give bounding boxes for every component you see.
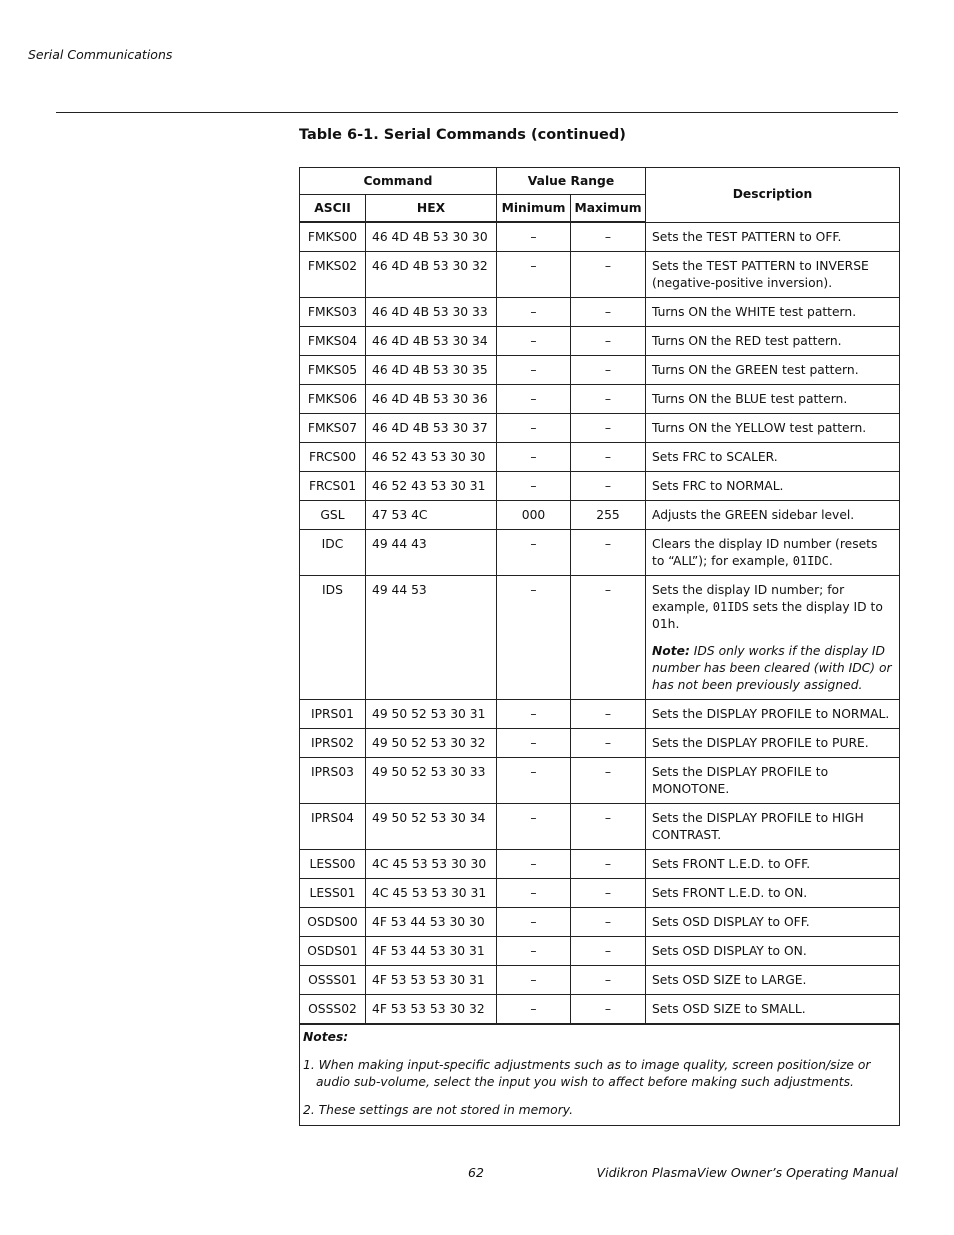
cell-maximum: – xyxy=(571,298,646,327)
cell-minimum: – xyxy=(497,252,571,298)
cell-minimum: – xyxy=(497,879,571,908)
table-row xyxy=(300,327,900,356)
table-row xyxy=(300,966,900,995)
cell-hex: 46 4D 4B 53 30 34 xyxy=(366,327,497,356)
cell-minimum: – xyxy=(497,443,571,472)
cell-minimum: – xyxy=(497,937,571,966)
cell-minimum: – xyxy=(497,298,571,327)
cell-hex: 46 4D 4B 53 30 32 xyxy=(366,252,497,298)
table-row xyxy=(300,850,900,879)
cell-ascii: OSSS01 xyxy=(300,966,366,995)
cell-description: Sets the TEST PATTERN to OFF. xyxy=(646,222,900,252)
cell-hex: 4C 45 53 53 30 30 xyxy=(366,850,497,879)
cell-ascii: FMKS05 xyxy=(300,356,366,385)
cell-maximum: – xyxy=(571,804,646,850)
cell-description: Sets OSD SIZE to SMALL. xyxy=(646,995,900,1025)
cell-maximum: – xyxy=(571,879,646,908)
running-head: Serial Communications xyxy=(28,47,173,62)
cell-description: Sets FRC to SCALER. xyxy=(646,443,900,472)
cell-hex: 49 44 53 xyxy=(366,576,497,700)
cell-maximum: – xyxy=(571,443,646,472)
note-item-2: 2. These settings are not stored in memory. xyxy=(303,1103,573,1117)
cell-hex: 49 44 43 xyxy=(366,530,497,576)
inline-note xyxy=(652,643,893,694)
cell-hex: 49 50 52 53 30 33 xyxy=(366,758,497,804)
cell-maximum: – xyxy=(571,908,646,937)
cell-ascii: IDC xyxy=(300,530,366,576)
cell-hex: 4F 53 44 53 30 31 xyxy=(366,937,497,966)
cell-hex: 49 50 52 53 30 31 xyxy=(366,700,497,729)
table-row xyxy=(300,530,900,576)
table-row xyxy=(300,443,900,472)
cell-minimum: – xyxy=(497,356,571,385)
cell-ascii: LESS01 xyxy=(300,879,366,908)
cell-ascii: IPRS03 xyxy=(300,758,366,804)
header-command: Command xyxy=(300,168,497,195)
cell-hex: 46 4D 4B 53 30 30 xyxy=(366,222,497,252)
cell-description: Sets OSD DISPLAY to ON. xyxy=(646,937,900,966)
cell-minimum: – xyxy=(497,966,571,995)
table-row xyxy=(300,729,900,758)
cell-description: Turns ON the RED test pattern. xyxy=(646,327,900,356)
cell-ascii: IPRS02 xyxy=(300,729,366,758)
cell-description: Sets FRONT L.E.D. to OFF. xyxy=(646,850,900,879)
cell-hex: 46 4D 4B 53 30 37 xyxy=(366,414,497,443)
note-text: IDS only works if the display ID number has been cleared (with IDC) or has not been previously assigned. xyxy=(652,644,892,692)
header-hex: HEX xyxy=(366,195,497,223)
cell-maximum: – xyxy=(571,937,646,966)
cell-ascii: FRCS01 xyxy=(300,472,366,501)
cell-description: Sets OSD SIZE to LARGE. xyxy=(646,966,900,995)
cell-hex: 4F 53 44 53 30 30 xyxy=(366,908,497,937)
cell-hex: 46 52 43 53 30 31 xyxy=(366,472,497,501)
table-row xyxy=(300,472,900,501)
table-row xyxy=(300,222,900,252)
cell-minimum: – xyxy=(497,576,571,700)
manual-title: Vidikron PlasmaView Owner’s Operating Manual xyxy=(596,1165,898,1180)
cell-maximum: 255 xyxy=(571,501,646,530)
cell-maximum: – xyxy=(571,356,646,385)
cell-maximum: – xyxy=(571,850,646,879)
cell-description: Turns ON the BLUE test pattern. xyxy=(646,385,900,414)
cell-description: Sets the TEST PATTERN to INVERSE (negative-positive inversion). xyxy=(646,252,900,298)
cell-maximum: – xyxy=(571,414,646,443)
description-text: Sets the display ID number; for example, xyxy=(652,583,845,614)
cell-minimum: – xyxy=(497,222,571,252)
cell-hex: 49 50 52 53 30 32 xyxy=(366,729,497,758)
cell-maximum: – xyxy=(571,530,646,576)
cell-ascii: OSDS00 xyxy=(300,908,366,937)
cell-maximum: – xyxy=(571,758,646,804)
header-description: Description xyxy=(646,168,900,223)
cell-minimum: – xyxy=(497,530,571,576)
cell-description: Sets OSD DISPLAY to OFF. xyxy=(646,908,900,937)
cell-ascii: FMKS07 xyxy=(300,414,366,443)
cell-hex: 46 4D 4B 53 30 35 xyxy=(366,356,497,385)
cell-minimum: – xyxy=(497,758,571,804)
cell-minimum: – xyxy=(497,472,571,501)
cell-ascii: FRCS00 xyxy=(300,443,366,472)
cell-ascii: FMKS00 xyxy=(300,222,366,252)
header-ascii: ASCII xyxy=(300,195,366,223)
cell-hex: 46 52 43 53 30 30 xyxy=(366,443,497,472)
cell-minimum: 000 xyxy=(497,501,571,530)
table-notes xyxy=(300,1024,900,1126)
cell-maximum: – xyxy=(571,385,646,414)
notes-heading: Notes: xyxy=(303,1030,349,1044)
cell-description: Turns ON the GREEN test pattern. xyxy=(646,356,900,385)
cell-maximum: – xyxy=(571,327,646,356)
cell-ascii: LESS00 xyxy=(300,850,366,879)
cell-ascii: FMKS02 xyxy=(300,252,366,298)
cell-description xyxy=(646,530,900,576)
cell-ascii: OSSS02 xyxy=(300,995,366,1025)
cell-ascii: FMKS06 xyxy=(300,385,366,414)
cell-minimum: – xyxy=(497,729,571,758)
table-row xyxy=(300,804,900,850)
cell-description: Adjusts the GREEN sidebar level. xyxy=(646,501,900,530)
cell-hex: 4F 53 53 53 30 31 xyxy=(366,966,497,995)
cell-description: Sets FRONT L.E.D. to ON. xyxy=(646,879,900,908)
cell-ascii: IDS xyxy=(300,576,366,700)
cell-minimum: – xyxy=(497,385,571,414)
cell-minimum: – xyxy=(497,908,571,937)
page-number: 62 xyxy=(468,1165,484,1180)
command-example: 01IDS xyxy=(712,600,749,614)
cell-maximum: – xyxy=(571,472,646,501)
header-minimum: Minimum xyxy=(497,195,571,223)
cell-description: Sets the DISPLAY PROFILE to MONOTONE. xyxy=(646,758,900,804)
cell-maximum: – xyxy=(571,995,646,1025)
table-row xyxy=(300,758,900,804)
cell-maximum: – xyxy=(571,966,646,995)
header-maximum: Maximum xyxy=(571,195,646,223)
cell-description: Turns ON the YELLOW test pattern. xyxy=(646,414,900,443)
cell-minimum: – xyxy=(497,414,571,443)
cell-ascii: OSDS01 xyxy=(300,937,366,966)
cell-maximum: – xyxy=(571,700,646,729)
cell-description: Sets the DISPLAY PROFILE to HIGH CONTRAST. xyxy=(646,804,900,850)
cell-minimum: – xyxy=(497,804,571,850)
table-row xyxy=(300,501,900,530)
serial-commands-table xyxy=(299,167,900,1126)
description-text: . xyxy=(828,554,833,568)
cell-description: Sets the DISPLAY PROFILE to PURE. xyxy=(646,729,900,758)
cell-hex: 49 50 52 53 30 34 xyxy=(366,804,497,850)
cell-hex: 47 53 4C xyxy=(366,501,497,530)
table-row xyxy=(300,700,900,729)
table-title: Table 6-1. Serial Commands (continued) xyxy=(299,127,626,143)
cell-maximum: – xyxy=(571,729,646,758)
description-text: Clears the display ID number (resets to “ALL”); for example, xyxy=(652,537,878,568)
table-row xyxy=(300,252,900,298)
cell-ascii: GSL xyxy=(300,501,366,530)
cell-minimum: – xyxy=(497,700,571,729)
cell-minimum: – xyxy=(497,850,571,879)
cell-minimum: – xyxy=(497,995,571,1025)
table-row xyxy=(300,879,900,908)
cell-hex: 4C 45 53 53 30 31 xyxy=(366,879,497,908)
table-row xyxy=(300,937,900,966)
cell-description: Sets FRC to NORMAL. xyxy=(646,472,900,501)
table-row xyxy=(300,298,900,327)
cell-ascii: FMKS04 xyxy=(300,327,366,356)
note-item-1: 1. When making input-specific adjustments such as to image quality, screen position/size or audio sub-volume, select the input you wish to affect before making such adjustments. xyxy=(303,1058,871,1089)
table-row xyxy=(300,576,900,700)
table-row xyxy=(300,995,900,1025)
cell-hex: 46 4D 4B 53 30 36 xyxy=(366,385,497,414)
table-body xyxy=(300,222,900,1024)
cell-description: Turns ON the WHITE test pattern. xyxy=(646,298,900,327)
header-value-range: Value Range xyxy=(497,168,646,195)
header-rule xyxy=(56,112,898,113)
note-label: Note: xyxy=(652,644,690,658)
table-row xyxy=(300,356,900,385)
command-example: 01IDC xyxy=(792,554,829,568)
cell-hex: 4F 53 53 53 30 32 xyxy=(366,995,497,1025)
table-row xyxy=(300,414,900,443)
cell-ascii: IPRS04 xyxy=(300,804,366,850)
cell-hex: 46 4D 4B 53 30 33 xyxy=(366,298,497,327)
cell-ascii: FMKS03 xyxy=(300,298,366,327)
cell-description: Sets the DISPLAY PROFILE to NORMAL. xyxy=(646,700,900,729)
cell-minimum: – xyxy=(497,327,571,356)
cell-maximum: – xyxy=(571,252,646,298)
cell-maximum: – xyxy=(571,222,646,252)
table-row xyxy=(300,908,900,937)
description-text: sets the display ID to 01h. xyxy=(652,600,883,631)
table-row xyxy=(300,385,900,414)
cell-maximum: – xyxy=(571,576,646,700)
cell-description xyxy=(646,576,900,700)
cell-ascii: IPRS01 xyxy=(300,700,366,729)
